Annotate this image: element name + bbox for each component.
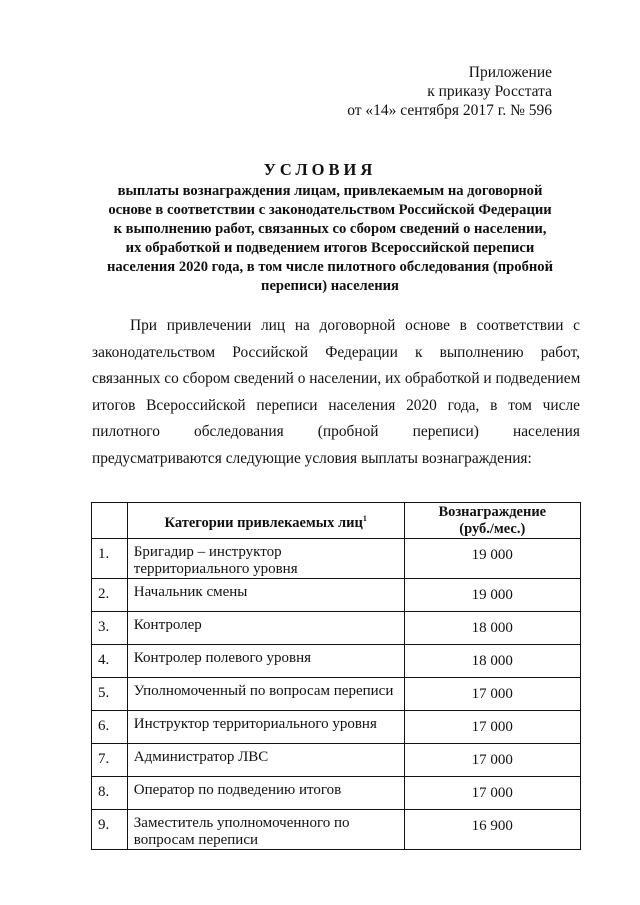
paragraph-word: Российской bbox=[232, 343, 309, 361]
row-amount-cell: 19 000 bbox=[404, 579, 580, 612]
row-category-cell: Контролер полевого уровня bbox=[127, 645, 404, 678]
paragraph-word: Всероссийской bbox=[146, 396, 246, 414]
appendix-line: к приказу Росстата bbox=[427, 83, 552, 100]
paragraph-line bbox=[92, 393, 580, 420]
paragraph-word: в bbox=[490, 396, 498, 414]
paragraph-word: Федерации bbox=[325, 343, 398, 361]
row-category-cell: Уполномоченный по вопросам переписи bbox=[127, 678, 404, 711]
body-paragraph bbox=[92, 313, 580, 472]
paragraph-word: лиц bbox=[261, 317, 286, 334]
paragraph-word: том bbox=[508, 396, 532, 414]
row-category-cell: Администратор ЛВС bbox=[127, 744, 404, 777]
row-category-cell: Контролер bbox=[127, 612, 404, 645]
paragraph-word: выполнению bbox=[439, 343, 524, 361]
subtitle-line: выплаты вознаграждения лицам, привлекаемым на договорной bbox=[117, 183, 543, 199]
paragraph-word: договорной bbox=[319, 317, 396, 334]
paragraph-line bbox=[92, 340, 580, 367]
row-number-cell: 4. bbox=[92, 645, 128, 678]
paragraph-word: числе bbox=[542, 396, 580, 414]
header-reward-unit: (руб./мес.) bbox=[459, 521, 526, 537]
paragraph-line bbox=[92, 419, 580, 446]
subtitle-line: к выполнению работ, связанных со сбором сведений о населении, bbox=[113, 221, 547, 237]
row-number-cell: 9. bbox=[92, 810, 128, 850]
payment-table bbox=[91, 502, 581, 850]
subtitle-line: переписи) населения bbox=[261, 278, 399, 294]
paragraph-word: населения bbox=[328, 396, 396, 414]
row-amount-cell: 16 900 bbox=[404, 810, 580, 850]
row-number-cell: 2. bbox=[92, 579, 128, 612]
header-reward-label: Вознаграждение bbox=[438, 504, 547, 520]
table-row bbox=[92, 579, 581, 612]
paragraph-word: переписи bbox=[256, 396, 318, 414]
header-footnote-mark: 1 bbox=[362, 513, 367, 523]
appendix-header bbox=[347, 63, 552, 120]
paragraph-word: итогов bbox=[92, 396, 136, 414]
row-category-cell: Инструктор территориального уровня bbox=[127, 711, 404, 744]
row-number-cell: 8. bbox=[92, 777, 128, 810]
paragraph-word: переписи) bbox=[412, 423, 479, 440]
paragraph-word: При bbox=[130, 317, 158, 334]
row-number-cell: 3. bbox=[92, 612, 128, 645]
paragraph-word: 2020 bbox=[406, 396, 437, 414]
paragraph-word: работ, bbox=[540, 343, 580, 361]
row-category-cell: Бригадир – инструктор территориального уровня bbox=[127, 539, 404, 579]
header-reward-cell bbox=[404, 503, 580, 539]
header-category-label: Категории привлекаемых лиц bbox=[164, 514, 363, 531]
table-row bbox=[92, 744, 581, 777]
paragraph-word: к bbox=[415, 343, 423, 361]
row-amount-cell: 17 000 bbox=[404, 744, 580, 777]
header-category-cell bbox=[127, 503, 404, 539]
row-amount-cell: 17 000 bbox=[404, 777, 580, 810]
paragraph-word: в bbox=[459, 317, 467, 334]
subtitle-line: их обработкой и подведением итогов Всероссийской переписи bbox=[125, 240, 535, 256]
table-row bbox=[92, 645, 581, 678]
paragraph-word: года, bbox=[447, 396, 480, 414]
paragraph-line: предусматриваются следующие условия выплаты вознаграждения: bbox=[92, 449, 532, 467]
paragraph-word: законодательством bbox=[92, 343, 216, 361]
table-row bbox=[92, 678, 581, 711]
row-amount-cell: 18 000 bbox=[404, 645, 580, 678]
document-title: УСЛОВИЯ bbox=[263, 160, 377, 179]
paragraph-word: привлечении bbox=[166, 317, 252, 334]
paragraph-word: обследования bbox=[194, 423, 284, 440]
row-number-cell: 1. bbox=[92, 539, 128, 579]
paragraph-line: связанных со сбором сведений о населении, их обработкой и подведением bbox=[92, 370, 581, 387]
paragraph-line bbox=[92, 313, 580, 340]
paragraph-word: пилотного bbox=[92, 423, 160, 440]
row-number-cell: 6. bbox=[92, 711, 128, 744]
row-number-cell: 7. bbox=[92, 744, 128, 777]
paragraph-word: с bbox=[573, 317, 580, 334]
row-amount-cell: 19 000 bbox=[404, 539, 580, 579]
table-row bbox=[92, 711, 581, 744]
paragraph-word: (пробной bbox=[317, 423, 379, 440]
row-amount-cell: 17 000 bbox=[404, 678, 580, 711]
row-amount-cell: 17 000 bbox=[404, 711, 580, 744]
table-row bbox=[92, 539, 581, 579]
appendix-line: Приложение bbox=[468, 64, 552, 81]
row-category-cell: Оператор по подведению итогов bbox=[127, 777, 404, 810]
table-row bbox=[92, 612, 581, 645]
header-number-cell bbox=[92, 503, 128, 539]
row-number-cell: 5. bbox=[92, 678, 128, 711]
table-row bbox=[92, 777, 581, 810]
row-category-cell: Заместитель уполномоченного по вопросам переписи bbox=[127, 810, 404, 850]
table-header-row bbox=[92, 503, 581, 539]
table-row bbox=[92, 810, 581, 850]
appendix-line: от «14» сентября 2017 г. № 596 bbox=[347, 102, 552, 119]
row-category-cell: Начальник смены bbox=[127, 579, 404, 612]
paragraph-word: основе bbox=[405, 317, 450, 334]
paragraph-word: на bbox=[294, 317, 310, 334]
paragraph-word: населения bbox=[512, 423, 580, 440]
subtitle-line: населения 2020 года, в том числе пилотного обследования (пробной bbox=[106, 259, 554, 275]
document-subtitle bbox=[80, 182, 580, 296]
paragraph-word: соответствии bbox=[476, 317, 564, 334]
row-amount-cell: 18 000 bbox=[404, 612, 580, 645]
subtitle-line: основе в соответствии с законодательством Российской Федерации bbox=[108, 202, 552, 218]
